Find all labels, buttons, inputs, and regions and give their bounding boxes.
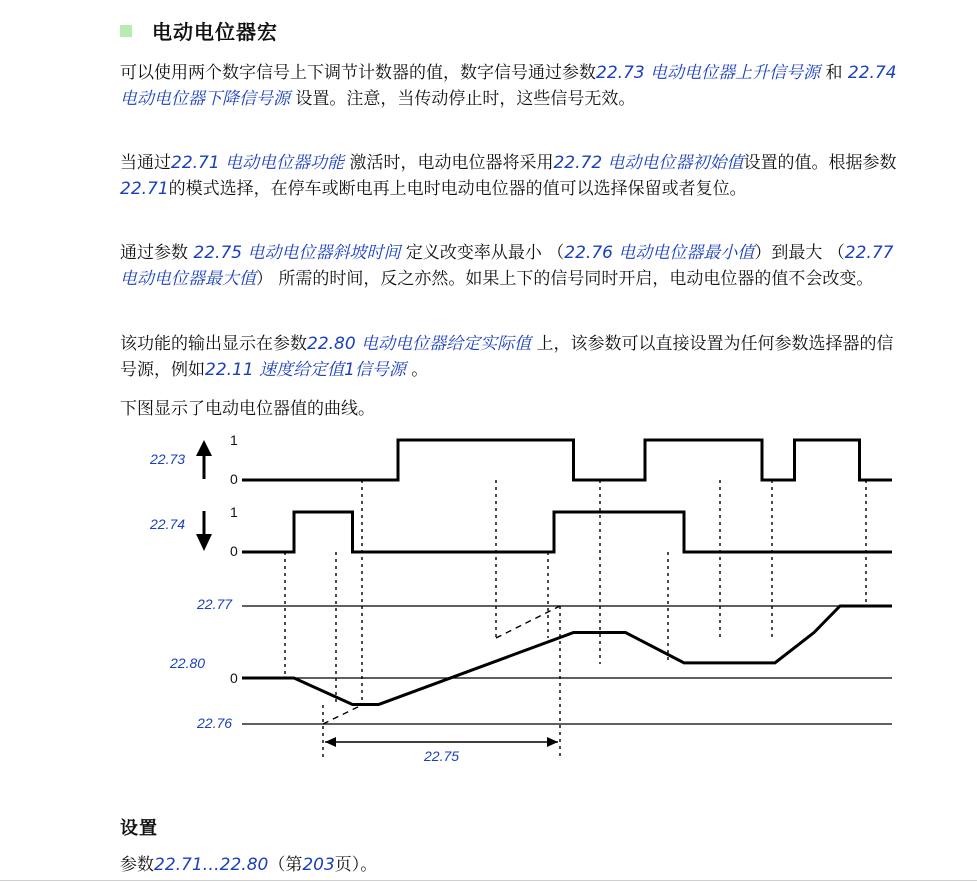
down-arrow-icon — [196, 511, 212, 551]
text: 设置。注意，当传动停止时，这些信号无效。 — [290, 89, 636, 109]
output-level-zero: 0 — [230, 670, 238, 686]
text: 设置的值。根据参数 — [743, 153, 897, 173]
ramp-time-dimension — [325, 737, 558, 747]
output-curve-trace — [242, 606, 892, 705]
link-22-71-short[interactable]: 22.71 — [120, 179, 169, 199]
up-level-zero: 0 — [230, 471, 238, 487]
label-output: 22.80 — [170, 655, 206, 671]
label-up-signal: 22.73 — [150, 451, 186, 467]
label-min: 22.76 — [197, 715, 233, 731]
ramp-extension-high — [496, 606, 560, 638]
settings-reference — [120, 852, 377, 878]
text: 参数 — [120, 855, 154, 875]
link-22-80[interactable]: 22.80 电动电位器给定实际值 — [307, 334, 532, 354]
link-22-75[interactable]: 22.75 电动电位器斜坡时间 — [193, 243, 401, 263]
paragraph-5: 下图显示了电动电位器值的曲线。 — [120, 399, 375, 419]
text: ） 所需的时间，反之亦然。如果上下的信号同时开启，电动电位器的值不会改变。 — [256, 269, 874, 289]
label-ramp-time: 22.75 — [424, 748, 460, 764]
link-22-72[interactable]: 22.72 电动电位器初始值 — [553, 153, 744, 173]
label-down-signal: 22.74 — [150, 516, 186, 532]
text: 当通过 — [120, 153, 171, 173]
text: 激活时，电动电位器将采用 — [344, 153, 554, 173]
down-signal-trace — [242, 512, 892, 552]
link-22-74[interactable]: 22.74 电动电位器下降信号源 — [120, 63, 897, 109]
text: 上，该参数可以直接设置为任何参数选择器的信号源，例如 — [120, 334, 894, 380]
link-22-11[interactable]: 22.11 速度给定值1信号源 — [205, 360, 406, 380]
text: 该功能的输出显示在参数 — [120, 334, 307, 354]
settings-heading: 设置 — [120, 818, 158, 839]
link-param-range[interactable]: 22.71…22.80 — [154, 855, 269, 875]
up-arrow-icon — [196, 440, 212, 479]
up-signal-trace — [242, 440, 892, 480]
text: 定义改变率从最小 （ — [400, 243, 565, 263]
ramp-extension-low — [323, 705, 362, 724]
link-22-77[interactable]: 22.77 电动电位器最大值 — [120, 243, 894, 289]
down-level-one: 1 — [230, 504, 238, 520]
text: （第 — [268, 855, 303, 875]
down-level-zero: 0 — [230, 543, 238, 559]
text: 的模式选择，在停车或断电再上电时电动电位器的值可以选择保留或者复位。 — [168, 179, 747, 199]
up-level-one: 1 — [230, 432, 238, 448]
transition-guides — [285, 480, 866, 760]
page-bottom-divider — [0, 880, 977, 881]
link-22-73[interactable]: 22.73 电动电位器上升信号源 — [596, 63, 821, 83]
text: 和 — [820, 63, 848, 83]
link-page-203[interactable]: 203 — [302, 855, 335, 875]
text: 页）。 — [334, 855, 378, 875]
label-max: 22.77 — [197, 596, 233, 612]
text: 可以使用两个数字信号上下调节计数器的值，数字信号通过参数 — [120, 63, 596, 83]
section-title: 电动电位器宏 — [152, 20, 278, 44]
text: ）到最大 （ — [754, 243, 845, 263]
link-22-76[interactable]: 22.76 电动电位器最小值 — [564, 243, 755, 263]
text: 。 — [405, 360, 429, 380]
text: 通过参数 — [120, 243, 194, 263]
link-22-71[interactable]: 22.71 电动电位器功能 — [171, 153, 345, 173]
